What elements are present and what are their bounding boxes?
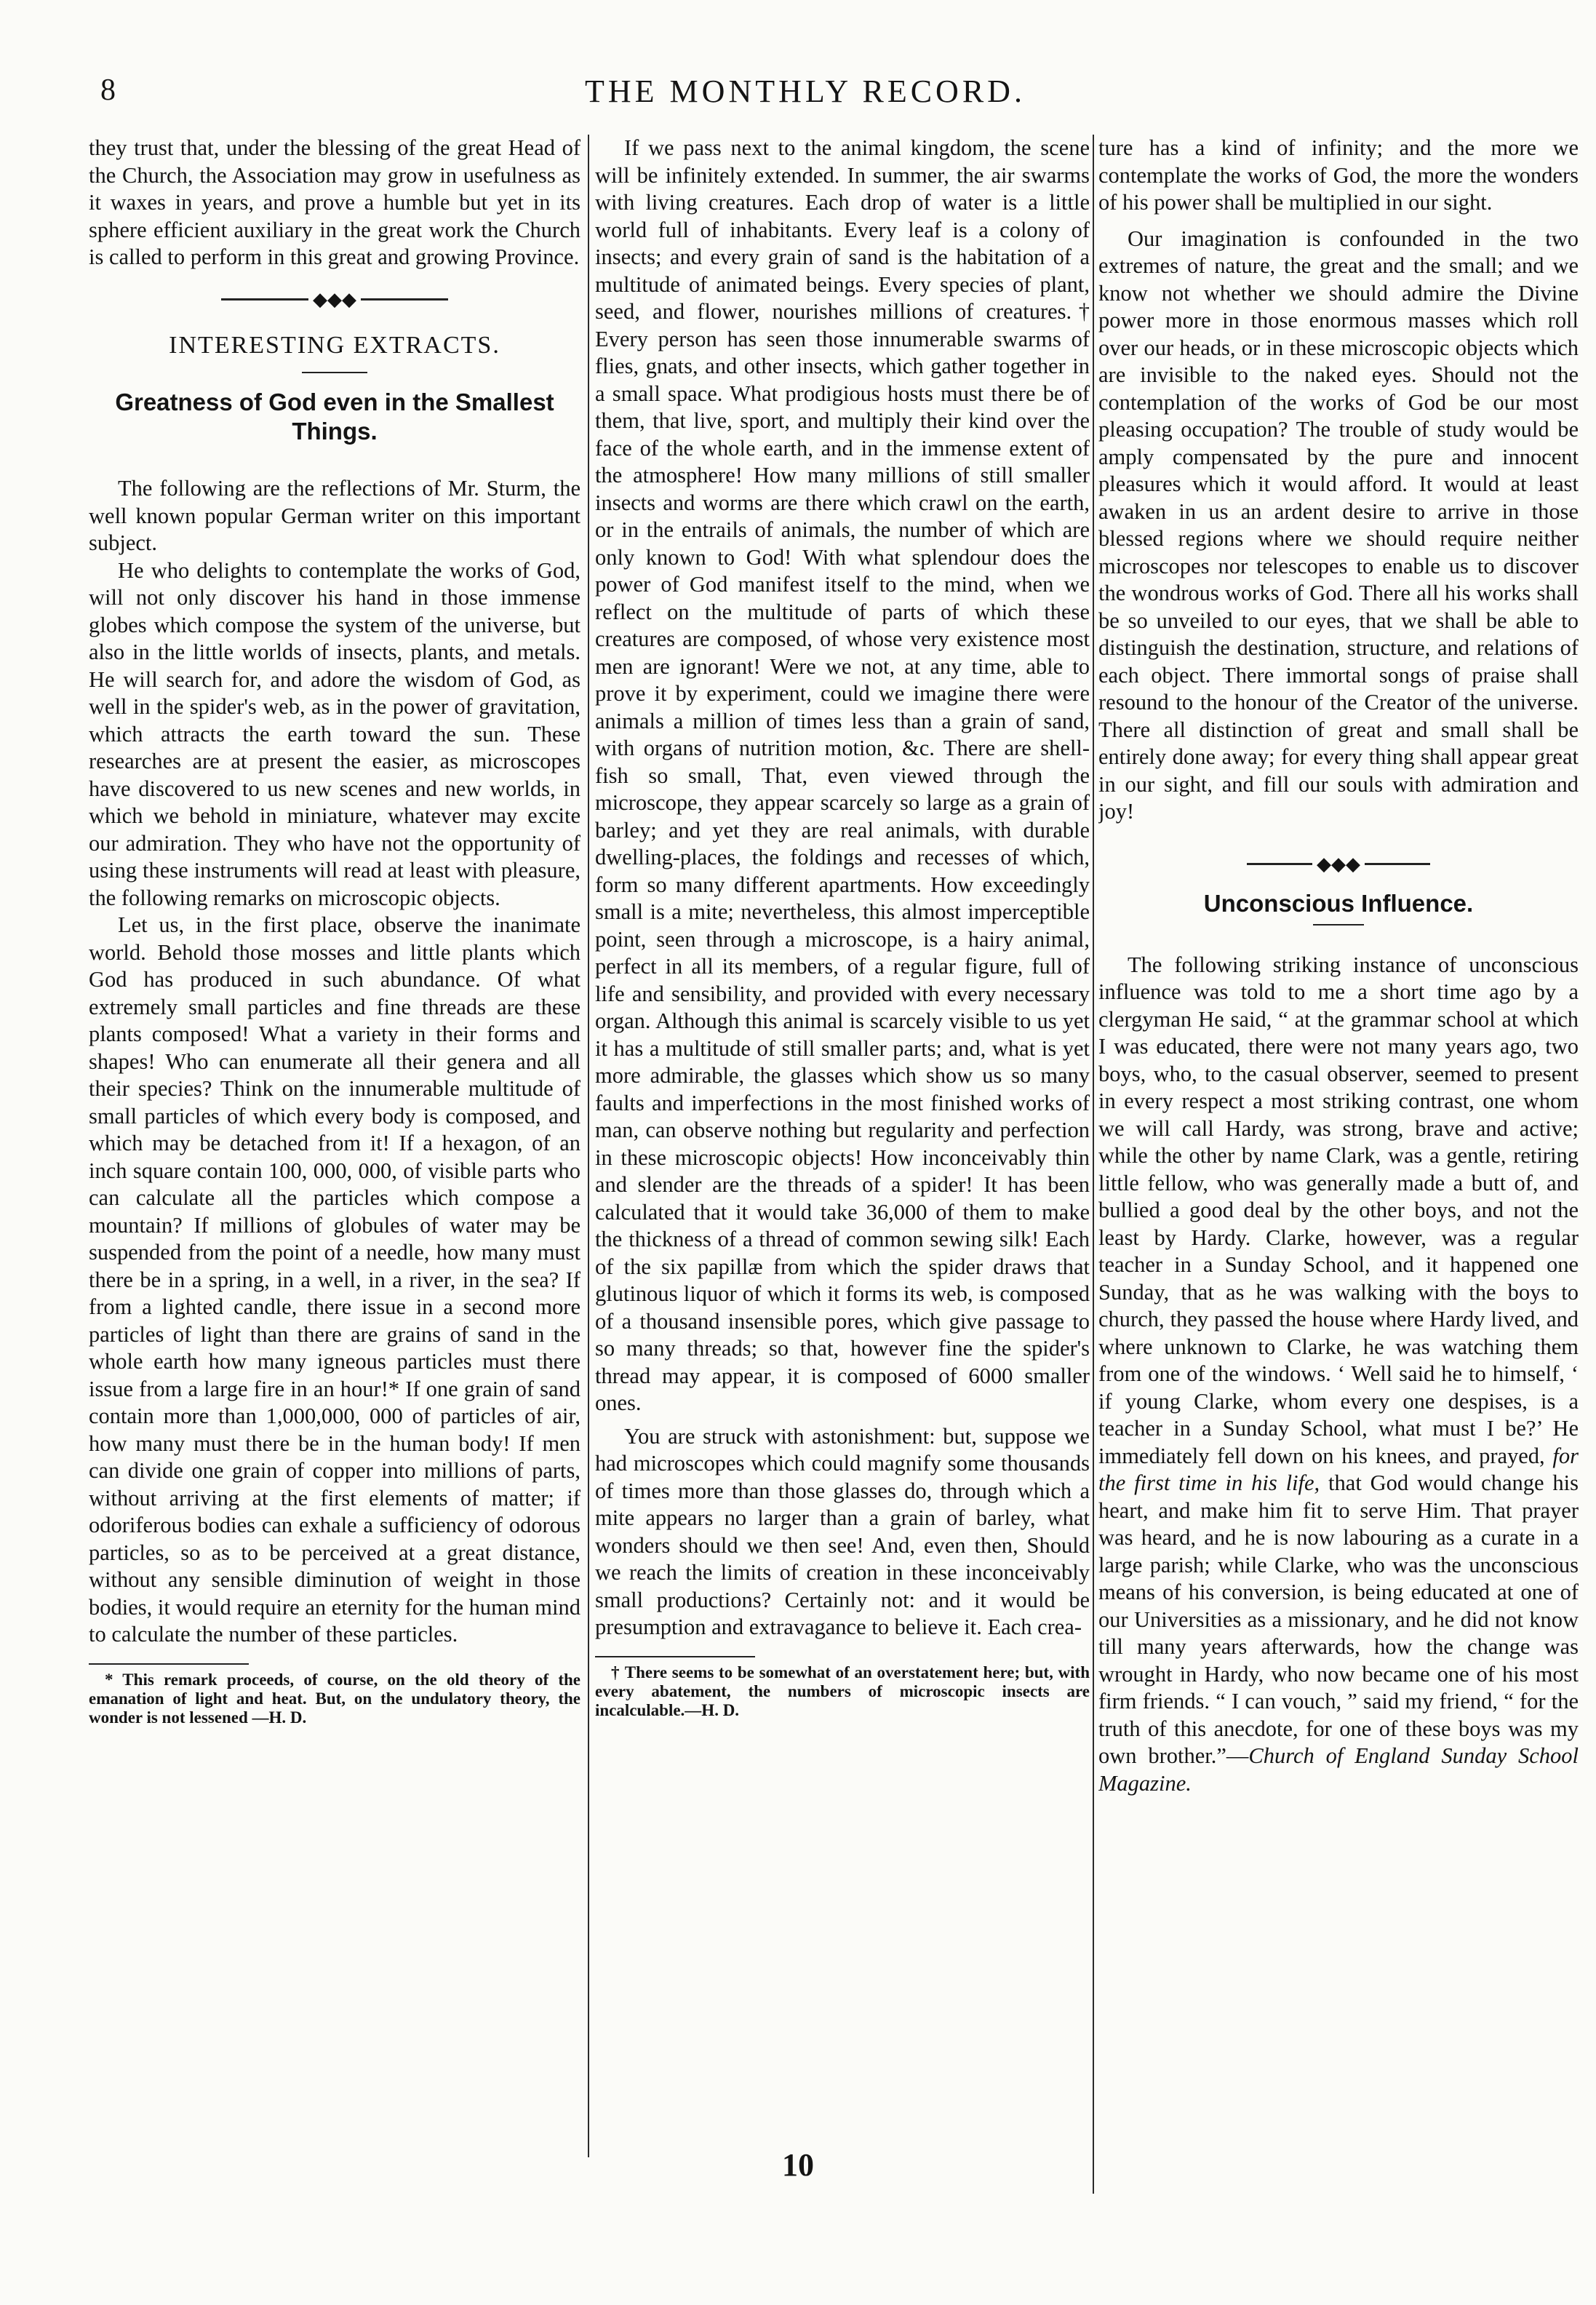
paragraph-text: The following striking instance of unconscious influence was told to me a short time ago by a clergyman He said, “ at the grammar school at which I was educated, there were not many years ago, two boys, who, to the casual observer, seemed to present in every respect a most striking contrast, one whom we will call Hardy, was strong, brave and active; while the other by name Clark, was a gentle, retiring little fellow, who was generally made a butt of, and bullied a good deal by the other boys, and not the least by Hardy. Clarke, however, was a regular teacher in a Sunday School, and it happened one Sunday, that as he was walking with the boys to church, they passed the house where Hardy lived, and where unknown to Clarke, he was watching them from one of the windows. ‘ Well said he to himself, ‘ if young Clarke, whom every one despises, is a teacher in a Sunday School, what must I be?’ He immediately fell down on his knees, and prayed, [1098, 952, 1579, 1468]
title-rule [1313, 924, 1364, 925]
article-paragraph: If we pass next to the animal kingdom, the scene will be infinitely extended. In summer, the air swarms with living creatures. Each drop of water is a little world full of inhabitants. Every leaf is a colony of insects; and every grain of sand is the habitation of a multitude of animated beings. Every species of plant, seed, and flower, nourishes millions of creatures.† Every person has seen those innumerable swarms of flies, gnats, and other insects, which gather together in a small space. What prodigious hosts must there be of them, that live, sport, and multiply their kind over the face of the whole earth, and in the immense extent of the atmosphere! How many millions of still smaller insects and worms are there which crawl on the earth, or in the entrails of animals, the number of which are only known to God! With what splendour does the power of God manifest itself to the mind, when we reflect on the multitude of parts of which these creatures are composed, of whose very existence most men are ignorant! Were we not, at any time, able to prove it by experiment, could we imagine there were animals a million of times less than a grain of sand, with organs of nutrition motion, &c. There are shell-fish so small, That, even viewed through the microscope, they appear scarcely so large as a grain of barley; and yet they are real animals, with durable dwelling-places, the foldings and recesses of which, form so many different apartments. How exceedingly small is a mite; nevertheless, this almost imperceptible point, seen through a microscope, is a hairy animal, perfect in all its members, of a regular figure, full of life and sensibility, and provided with every necessary organ. Although this animal is scarcely visible to us yet it has a multitude of still smaller parts; and, what is yet more admirable, the glasses which show us so many faults and imperfections in the most finished works of man, can observe nothing but regularity and perfection in these microscopic objects! How inconceivably thin and slender are the threads of a spider! It has been calculated that it would take 36,000 of them to make the thickness of a thread of common sewing silk! Each of the six papillæ from which the spider draws that glutinous liquor of which it forms its web, is composed of a thousand insensible pores, which give passage to so many threads; so that, however fine the spider's thread may appear, it is composed of 6000 smaller ones. [595, 135, 1090, 1415]
footnote-rule [89, 1663, 249, 1665]
article-paragraph [1098, 952, 1579, 1798]
article-paragraph: ture has a kind of infinity; and the more we contemplate the works of God, the more the wonders of his power shall be multiplied in our sight. [1098, 135, 1579, 215]
article-paragraph: Our imagination is confounded in the two extremes of nature, the great and the small; and we know not whether we should admire the Divine power more in those enormous masses which roll over our heads, or in these microscopic objects which are invisible to the naked eyes. Should not the contemplation of the works of God be our most pleasing occupation? The trouble of study would be amply compensated by the pure and innocent pleasures which it would afford. It would at least awaken in us an ardent desire to arrive in those blessed regions where we should require neither microscopes nor telescopes to enable us to discover the wondrous works of God. There all his works shall be so unveiled to our eyes, that we shall be able to distinguish the destination, structure, and relations of each object. There immortal songs of praise shall resound to the honour of the Creator of the universe. There all distinction of great and small shall be entirely done away; for every thing shall appear great in our sight, and fill our souls with admiration and joy! [1098, 226, 1579, 824]
page-number: 8 [100, 73, 116, 107]
article-paragraph: You are struck with astonishment: but, suppose we had microscopes which could magnify some thousands of times more than those glasses do, through which a mite appears no larger than a grain of barley, what wonders should we then see! And, even then, Should we reach the limits of creation in these inconceivably small productions? Certainly not: and it would be presumption and extravagance to believe it. Each crea- [595, 1423, 1090, 1639]
title-rule [302, 372, 367, 373]
intro-paragraph: they trust that, under the blessing of the great Head of the Church, the Association may grow in usefulness as it waxes in years, and prove a humble but yet in its sphere efficient auxiliary in the great work the Church is called to perform in this great and growing Province. [89, 135, 580, 269]
footnote: † There seems to be somewhat of an overstatement here; but, with every abatement, the numbers of microscopic insects are incalculable.—H. D. [595, 1663, 1090, 1719]
column-divider-2 [1093, 135, 1094, 2194]
paragraph-text: that God would change his heart, and make him fit to serve Him. That prayer was heard, and he is now labouring as a curate in a large parish; while Clarke, who was the unconscious means of his conversion, is being educated at one of our Universities as a missionary, and he did not know till many years afterwards, how the change was wrought in Hardy, who now became one of his most firm friends. “ I can vouch, ” said my friend, “ for the truth of this anecdote, for one of these boys was my own brother.”— [1098, 1470, 1579, 1768]
footnote-rule [595, 1656, 755, 1657]
article-paragraph: Let us, in the first place, observe the inanimate world. Behold those mosses and little plants which God has produced in such abundance. Of what extremely small particles and fine threads are these plants composed! What a variety in their forms and shapes! Who can enumerate all their genera and all their species? Think on the innumerable multitude of small particles of which every body is composed, and which may be detached from it! If a hexagon, of an inch square contain 100, 000, 000, of visible parts who can calculate all the particles which compose a mountain? If millions of globules of water may be suspended from the point of a needle, how many must there be in a spring, in a well, in a river, in the sea? If from a lighted candle, there issue in a second more particles of light than there are grains of sand in the whole earth how many igneous particles must there issue from a large fire in an hour!* If one grain of sand contain more than 1,000,000, 000 of particles of air, how many must there be in the human body! If men can divide one grain of copper into millions of parts, without arriving at the first elements of matter; if odoriferous bodies can exhale a sufficiency of odorous particles, so as to be perceived at a great distance, without any sensible diminution of weight in those bodies, it would require an eternity for the human mind to calculate the number of these particles. [89, 912, 580, 1647]
article-title: Greatness of God even in the Smallest Things. [115, 389, 554, 445]
column-1 [89, 135, 580, 2143]
footer-page-number: 10 [782, 2147, 814, 2183]
footnote: * This remark proceeds, of course, on the old theory of the emanation of light and heat. But, on the undulatory theory, the wonder is not lessened —H. D. [89, 1670, 580, 1727]
section-title: INTERESTING EXTRACTS. [169, 331, 500, 359]
article-paragraph: The following are the reflections of Mr. Sturm, the well known popular German writer on this important subject. [89, 476, 580, 555]
page-header [80, 73, 1531, 116]
emphasis-text: for the first time in his life, [1098, 1443, 1579, 1495]
article-paragraph: He who delights to contemplate the works of God, will not only discover his hand in those immense globes which compose the system of the universe, but also in the little worlds of insects, plants, and metals. He will search for, and adore the wisdom of God, as well in the spider's web, as in the power of gravitation, which attracts the earth toward the sun. These researches are at present the easier, as microscopes have discovered to us new scenes and new worlds, in which we behold in miniature, whatever may excite our admiration. They who have not the opportunity of using these instruments will read at least with pleasure, the following remarks on microscopic objects. [89, 557, 580, 910]
article-title: Unconscious Influence. [1203, 889, 1474, 917]
running-title: THE MONTHLY RECORD. [585, 73, 1026, 109]
section-ornament: ◆◆◆ [1098, 855, 1579, 872]
column-3 [1098, 135, 1579, 2143]
section-ornament: ◆◆◆ [89, 290, 580, 307]
column-divider-1 [588, 135, 589, 2157]
source-citation: Church of England Sunday School Magazine. [1098, 1743, 1579, 1796]
column-2 [595, 135, 1090, 2143]
